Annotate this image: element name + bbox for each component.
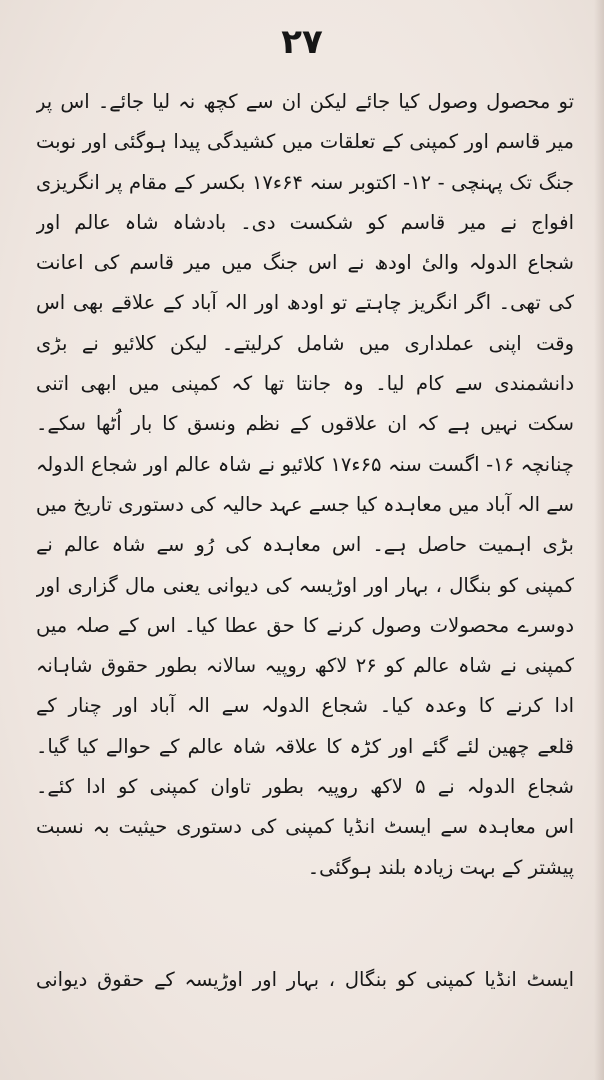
text-line: میر قاسم اور کمپنی کے تعلقات میں کشیدگی پیدا ہوگئی اور نوبت — [36, 130, 574, 154]
page-edge-shadow — [594, 0, 604, 1080]
text-line: افواج نے میر قاسم کو شکست دی۔ بادشاہ شاہ عالم اور — [36, 210, 574, 234]
text-line: اس معاہدہ سے ایسٹ انڈیا کمپنی کی دستوری حیثیت بہ نسبت — [36, 815, 574, 839]
text-line: سکت نہیں ہے کہ ان علاقوں کے نظم ونسق کا بار اُٹھا سکے۔ — [36, 412, 574, 436]
text-line: پیشتر کے بہت زیادہ بلند ہوگئی۔ — [307, 855, 574, 879]
text-line: سے الہ آباد میں معاہدہ کیا جسے عہد حالیہ کی دستوری تاریخ میں — [36, 492, 574, 516]
text-line-last: ایسٹ انڈیا کمپنی کو بنگال ، بہار اور اوڑیسہ کے حقوق دیوانی — [36, 968, 574, 991]
text-line: دوسرے محصولات وصول کرنے کا حق عطا کیا۔ اس کے صلہ میں — [36, 613, 574, 637]
text-line: کمپنی نے شاہ عالم کو ۲۶ لاکھ روپیہ سالانہ بطور حقوق شاہانہ — [36, 654, 574, 678]
text-line: جنگ تک پہنچی - ۱۲- اکتوبر سنہ ۶۴ء۱۷ بکسر کے مقام پر انگریزی — [36, 170, 574, 194]
text-line: قلعے چھین لئے گئے اور کڑہ کا علاقہ شاہ عالم کے حوالے کیا گیا۔ — [36, 734, 574, 758]
text-line: وقت اپنی عملداری میں شامل کرلیتے۔ لیکن کلائیو نے بڑی — [36, 331, 574, 355]
text-line: ادا کرنے کا وعدہ کیا۔ شجاع الدولہ سے الہ آباد اور چنار کے — [36, 694, 574, 718]
text-line: کمپنی کو بنگال ، بہار اور اوڑیسہ کی دیوانی یعنی مال گزاری اور — [36, 573, 574, 597]
text-line: چنانچہ ۱۶- اگست سنہ ۶۵ء۱۷ کلائیو نے شاہ عالم اور شجاع الدولہ — [36, 452, 574, 476]
text-line: کی تھی۔ اگر انگریز چاہتے تو اودھ اور الہ آباد کے علاقے بھی اس — [36, 291, 574, 315]
page-number: ۲۷ — [281, 22, 323, 62]
text-line: شجاع الدولہ نے ۵ لاکھ روپیہ بطور تاوان کمپنی کو ادا کئے۔ — [36, 775, 574, 799]
text-line: تو محصول وصول کیا جائے لیکن ان سے کچھ نہ لیا جائے۔ اس پر — [36, 90, 574, 113]
body-text — [36, 82, 574, 888]
text-line: شجاع الدولہ والیٔ اودھ نے اس جنگ میں میر قاسم کی اعانت — [36, 251, 574, 275]
text-line: دانشمندی سے کام لیا۔ وہ جانتا تھا کہ کمپنی میں ابھی اتنی — [36, 372, 574, 396]
text-line: بڑی اہمیت حاصل ہے۔ اس معاہدہ کی رُو سے شاہ عالم نے — [36, 533, 574, 557]
